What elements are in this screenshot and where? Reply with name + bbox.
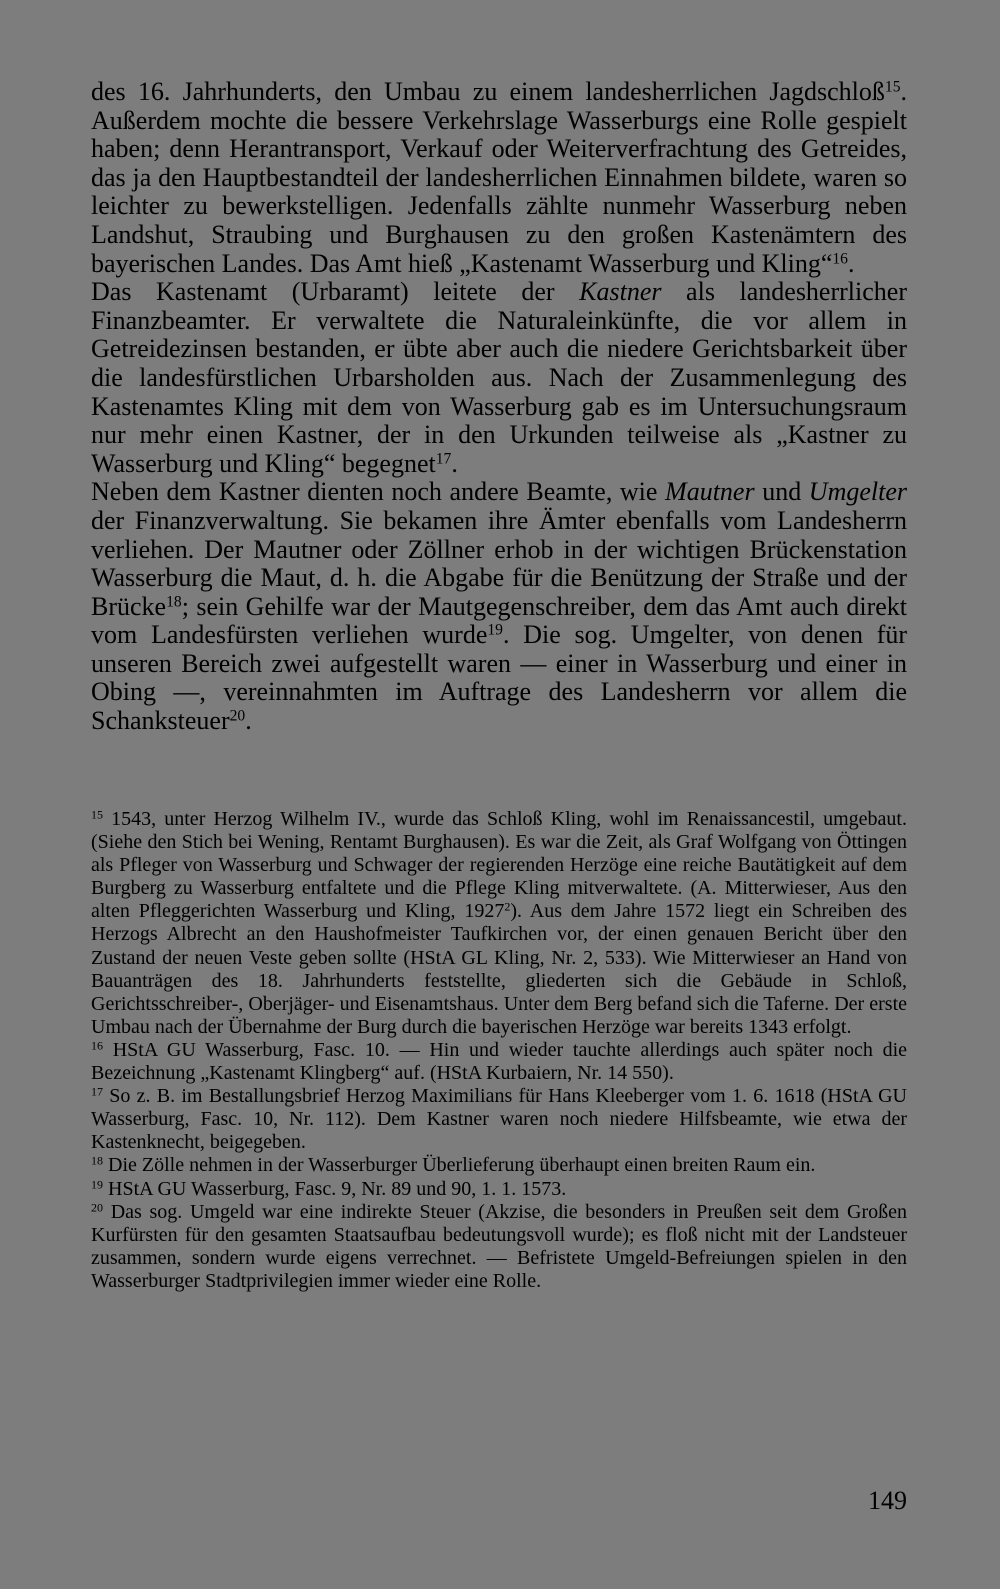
footnote-15: [91, 808, 907, 1039]
footnote-ref: 16: [832, 249, 848, 267]
footnote-text: Die Zölle nehmen in der Wasserburger Überlieferung überhaupt einen breiten Raum ein.: [103, 1154, 816, 1177]
footnote-text: ). Aus dem Jahre 1572 liegt ein Schreiben des Herzogs Albrecht an den Haushofmeister Taufkirchen vor, der einen genauen Bericht über den Zustand der neuen Veste geben sollte (HStA GL Kling, Nr. 2, 533). Wie Mitterwieser an Hand von Bauanträgen des 18. Jahrhunderts feststellte, gliederten sich die Gebäude in Schloß, Gerichtsschreiber-, Oberjäger- und Eisenamtshaus. Unter dem Berg befand sich die Taferne. Der erste Umbau nach der Übernahme der Burg durch die bayerischen Herzöge war bereits 1343 erfolgt.: [91, 900, 907, 1038]
footnote-number: 20: [91, 1200, 103, 1214]
emphasis: Umgelter: [808, 477, 907, 507]
paragraph-2: [91, 278, 907, 478]
main-text: [91, 78, 907, 736]
footnote-ref: 20: [229, 707, 246, 725]
footnote-text: Das sog. Umgeld war eine indirekte Steuer (Akzise, die besonders in Preußen seit dem Großen Kurfürsten für den gesamten Staatsaufbau bedeutungsvoll wurde); es floß nicht mit der Landsteuer zusammen, sondern wurde eigens verrechnet. — Befristete Umgeld-Befreiungen spielen in den Wasserburger Stadtprivilegien immer wieder eine Rolle.: [91, 1200, 907, 1292]
text-span: . Außerdem mochte die bessere Verkehrslage Wasserburgs eine Rolle gespielt haben; denn Herantransport, Verkauf oder Weiterverfrachtung des Getreides, das ja den Hauptbestandteil der landesherrlichen Einnahmen bildete, waren so leichter zu bewerkstelligen. Jedenfalls zählte nunmehr Wasserburg neben Landshut, Straubing und Burghausen zu den großen Kastenämtern des bayerischen Landes. Das Amt hieß „Kastenamt Wasserburg und Kling“: [91, 77, 907, 278]
text-span: der Finanzverwaltung. Sie bekamen ihre Ämter ebenfalls vom Landesherrn verliehen. Der Mautner oder Zöllner erhob in der wichtigen Brückenstation Wasserburg die Maut, d. h. die Abgabe für die Benützung der Straße und der Brücke: [91, 505, 907, 621]
footnote-text: So z. B. im Bestallungsbrief Herzog Maximilians für Hans Kleeberger vom 1. 6. 1618 (HStA GU Wasserburg, Fasc. 10, Nr. 112). Dem Kastner waren noch niedere Hilfsbeamte, wie etwa der Kastenknecht, beigegeben.: [91, 1085, 907, 1154]
footnote-number: 16: [91, 1038, 103, 1053]
text-span: des 16. Jahrhunderts, den Umbau zu einem landesherrlichen Jagdschloß: [91, 77, 885, 106]
superscript: 2: [504, 899, 511, 914]
footnote-text: HStA GU Wasserburg, Fasc. 9, Nr. 89 und 90, 1. 1. 1573.: [103, 1177, 567, 1200]
text-span: .: [847, 248, 855, 278]
footnote-text: HStA GU Wasserburg, Fasc. 10. — Hin und wieder tauchte allerdings auch später noch die Bezeichnung „Kastenamt Klingberg“ auf. (HStA Kurbaiern, Nr. 14 550).: [91, 1038, 907, 1085]
footnotes: [91, 808, 907, 1293]
text-span: .: [451, 448, 458, 478]
footnote-text: 1543, unter Herzog Wilhelm IV., wurde das Schloß Kling, wohl im Renaissancestil, umgebaut. (Siehe den Stich bei Wening, Rentamt Burghausen). Es war die Zeit, als Graf Wolfgang von Öttingen als Pfleger von Wasserburg und Schwager der regierenden Herzöge eine reiche Bautätigkeit auf dem Burgberg zu Wasserburg entfaltete und die Pflege Kling mitverwaltete. (A. Mitterwieser, Aus den alten Pfleggerichten Wasserburg und Kling, 1927: [91, 808, 907, 923]
footnote-18: [91, 1154, 907, 1177]
footnote-number: 18: [91, 1153, 103, 1168]
emphasis: Kastner: [579, 277, 662, 307]
footnote-ref: 15: [884, 78, 901, 96]
footnote-16: [91, 1039, 907, 1085]
footnote-17: [91, 1085, 907, 1154]
text-span: und: [754, 477, 809, 507]
text-span: .: [245, 706, 252, 736]
footnote-number: 17: [91, 1084, 103, 1099]
paragraph-3: [91, 478, 907, 735]
footnote-ref: 18: [166, 593, 182, 611]
footnote-number: 19: [91, 1176, 103, 1191]
text-span: als landesherrlicher Finanzbeamter. Er verwaltete die Naturaleinkünfte, die vor allem in Getreidezinsen bestanden, er übte aber auch die niedere Gerichtsbarkeit über die landesfürstlichen Urbarsholden aus. Nach der Zusammenlegung des Kastenamtes Kling mit dem von Wasserburg gab es im Untersuchungsraum nur mehr einen Kastner, der in den Urkunden teilweise als „Kastner zu Wasserburg und Kling“ begegnet: [91, 277, 907, 478]
footnote-19: [91, 1178, 907, 1201]
text-span: . Die sog. Umgelter, von denen für unseren Bereich zwei aufgestellt waren — einer in Wasserburg und einer in Obing —, vereinnahmten im Auftrage des Landesherrn vor allem die Schanksteuer: [91, 620, 908, 736]
text-span: Neben dem Kastner dienten noch andere Beamte, wie: [91, 477, 666, 507]
footnote-ref: 19: [487, 621, 503, 639]
text-span: ; sein Gehilfe war der Mautgegenschreiber, dem das Amt auch direkt vom Landesfürsten verliehen wurde: [91, 591, 907, 650]
page-number: 149: [868, 1486, 907, 1515]
text-span: Das Kastenamt (Urbaramt) leitete der: [91, 277, 580, 307]
paragraph-1: [91, 78, 907, 278]
emphasis: Mautner: [665, 477, 755, 507]
footnote-number: 15: [91, 807, 103, 822]
footnote-20: [91, 1201, 907, 1293]
footnote-ref: 17: [435, 450, 452, 468]
